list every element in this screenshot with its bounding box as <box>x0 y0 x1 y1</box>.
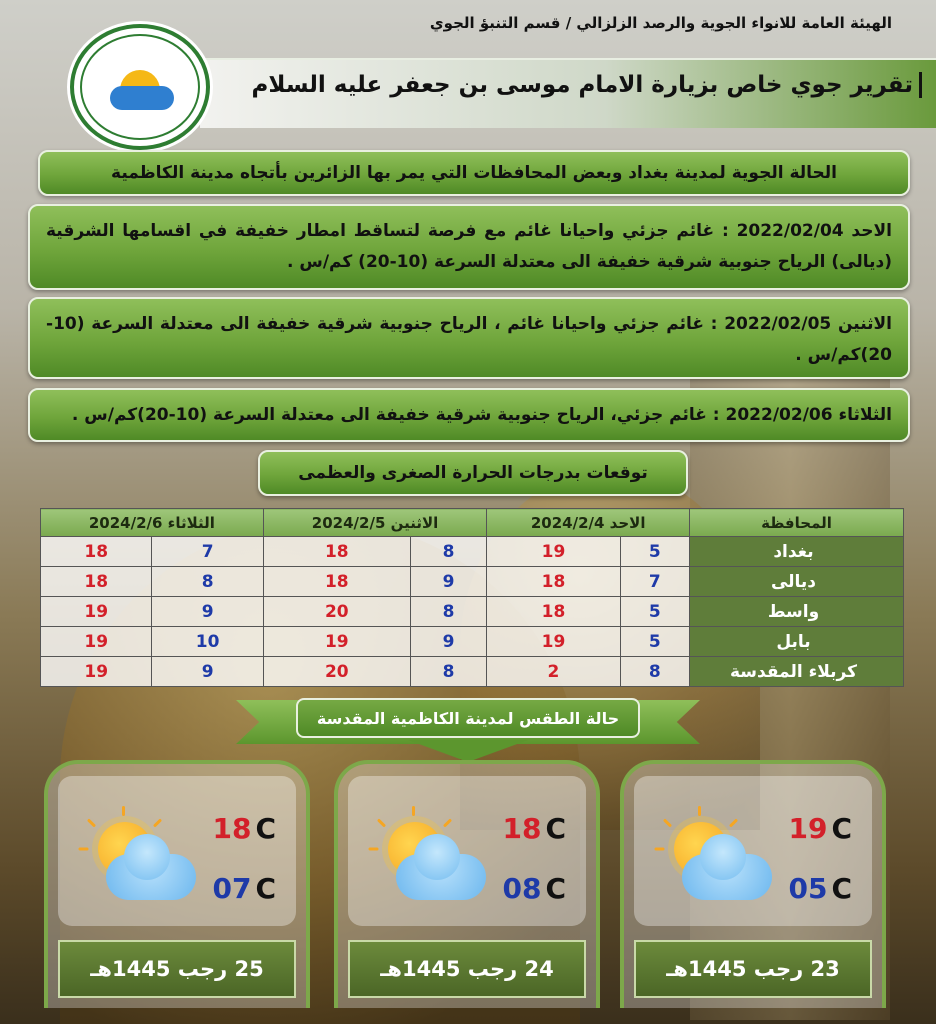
logo-cloud-icon <box>110 86 174 110</box>
temp-unit: C <box>545 812 566 845</box>
day-forecast <box>28 297 910 379</box>
day-date: الاحد 2022/02/04 <box>736 221 892 241</box>
header-day: الاثنين 2024/2/5 <box>263 509 487 537</box>
min-temp-cell: 8 <box>410 657 487 687</box>
day-date: الثلاثاء 2022/02/06 <box>725 405 892 425</box>
sun-ray <box>663 818 672 827</box>
day-text: : غائم جزئي واحيانا غائم مع فرصة لتساقط امطار خفيفة في اقسامها الشرقية (ديالى) الرياح جنوبية شرقية خفيفة الى معتدلة السرعة (10-20) كم/س . <box>46 221 892 272</box>
sun-ray <box>412 806 415 816</box>
header-day: الثلاثاء 2024/2/6 <box>41 509 264 537</box>
day-card <box>620 760 886 1008</box>
min-temp-value: 05 <box>788 872 828 905</box>
kadhimiya-heading: حالة الطقس لمدينة الكاظمية المقدسة <box>296 698 640 738</box>
cloud-icon <box>106 854 196 900</box>
sun-ray <box>87 818 96 827</box>
min-temp-cell: 7 <box>620 567 689 597</box>
min-temp-cell: 5 <box>620 597 689 627</box>
sun-ray <box>122 806 125 816</box>
page-title: تقرير جوي خاص بزيارة الامام موسى بن جعفر عليه السلام <box>252 72 923 98</box>
max-temp-cell: 19 <box>41 597 152 627</box>
table-row <box>41 537 904 567</box>
sun-ray <box>655 848 665 851</box>
weather-heading: الحالة الجوية لمدينة بغداد وبعض المحافظات التي يمر بها الزائرين بأتجاه مدينة الكاظمية <box>38 150 910 196</box>
max-temp-value: 18 <box>212 812 252 845</box>
sun-ray <box>443 818 452 827</box>
temperatures-heading: توقعات بدرجات الحرارة الصغرى والعظمى <box>258 450 688 496</box>
max-temp-cell: 19 <box>487 537 620 567</box>
max-temp-cell: 18 <box>487 597 620 627</box>
partly-cloudy-icon <box>652 814 772 924</box>
min-temp-cell: 9 <box>410 567 487 597</box>
min-temp-cell: 8 <box>410 597 487 627</box>
sun-ray <box>377 818 386 827</box>
province-cell: كربلاء المقدسة <box>690 657 904 687</box>
temp-unit: C <box>255 812 276 845</box>
hijri-date: 25 رجب 1445هـ <box>58 940 296 998</box>
day-forecast <box>28 204 910 290</box>
day-text: : غائم جزئي، الرياح جنوبية شرقية خفيفة الى معتدلة السرعة (10-20)كم/س . <box>71 405 726 425</box>
max-temp-cell: 18 <box>41 537 152 567</box>
partly-cloudy-icon <box>76 814 196 924</box>
card-max-temp <box>502 812 566 845</box>
day-card <box>334 760 600 1008</box>
header-day: الاحد 2024/2/4 <box>487 509 690 537</box>
day-text: : غائم جزئي واحيانا غائم ، الرياح جنوبية شرقية خفيفة الى معتدلة السرعة (10-20)كم/س . <box>46 314 892 365</box>
max-temp-value: 19 <box>788 812 828 845</box>
max-temp-cell: 18 <box>263 567 410 597</box>
table-row <box>41 627 904 657</box>
min-temp-cell: 9 <box>152 657 263 687</box>
min-temp-cell: 5 <box>620 537 689 567</box>
max-temp-cell: 2 <box>487 657 620 687</box>
card-max-temp <box>788 812 852 845</box>
sun-ray <box>369 848 379 851</box>
province-cell: بابل <box>690 627 904 657</box>
cloud-icon <box>396 854 486 900</box>
province-cell: واسط <box>690 597 904 627</box>
sun-ray <box>79 848 89 851</box>
temp-unit: C <box>545 872 566 905</box>
max-temp-cell: 19 <box>41 657 152 687</box>
temp-unit: C <box>831 812 852 845</box>
min-temp-cell: 5 <box>620 627 689 657</box>
hijri-date: 23 رجب 1445هـ <box>634 940 872 998</box>
partly-cloudy-icon <box>366 814 486 924</box>
min-temp-value: 07 <box>212 872 252 905</box>
card-min-temp <box>212 872 276 905</box>
min-temp-cell: 7 <box>152 537 263 567</box>
max-temp-cell: 20 <box>263 657 410 687</box>
table-header-row <box>41 509 904 537</box>
min-temp-cell: 8 <box>152 567 263 597</box>
table-row <box>41 567 904 597</box>
day-date: الاثنين 2022/02/05 <box>724 314 893 334</box>
min-temp-value: 08 <box>502 872 542 905</box>
temp-unit: C <box>831 872 852 905</box>
organization-logo <box>70 24 210 150</box>
max-temp-cell: 18 <box>487 567 620 597</box>
min-temp-cell: 10 <box>152 627 263 657</box>
max-temp-cell: 19 <box>487 627 620 657</box>
card-min-temp <box>502 872 566 905</box>
card-max-temp <box>212 812 276 845</box>
max-temp-cell: 18 <box>41 567 152 597</box>
max-temp-cell: 19 <box>263 627 410 657</box>
min-temp-cell: 8 <box>620 657 689 687</box>
sun-ray <box>153 818 162 827</box>
temp-unit: C <box>255 872 276 905</box>
day-forecast <box>28 388 910 442</box>
max-temp-cell: 18 <box>263 537 410 567</box>
header-province: المحافظة <box>690 509 904 537</box>
sun-ray <box>698 806 701 816</box>
table-row <box>41 657 904 687</box>
temperature-table <box>40 508 904 687</box>
day-card <box>44 760 310 1008</box>
province-cell: بغداد <box>690 537 904 567</box>
cloud-icon <box>682 854 772 900</box>
min-temp-cell: 8 <box>410 537 487 567</box>
min-temp-cell: 9 <box>152 597 263 627</box>
organization-line: الهيئة العامة للانواء الجوية والرصد الزلزالي / قسم التنبؤ الجوي <box>429 14 892 32</box>
min-temp-cell: 9 <box>410 627 487 657</box>
province-cell: ديالى <box>690 567 904 597</box>
card-min-temp <box>788 872 852 905</box>
table-row <box>41 597 904 627</box>
sun-ray <box>729 818 738 827</box>
max-temp-cell: 19 <box>41 627 152 657</box>
hijri-date: 24 رجب 1445هـ <box>348 940 586 998</box>
max-temp-value: 18 <box>502 812 542 845</box>
max-temp-cell: 20 <box>263 597 410 627</box>
